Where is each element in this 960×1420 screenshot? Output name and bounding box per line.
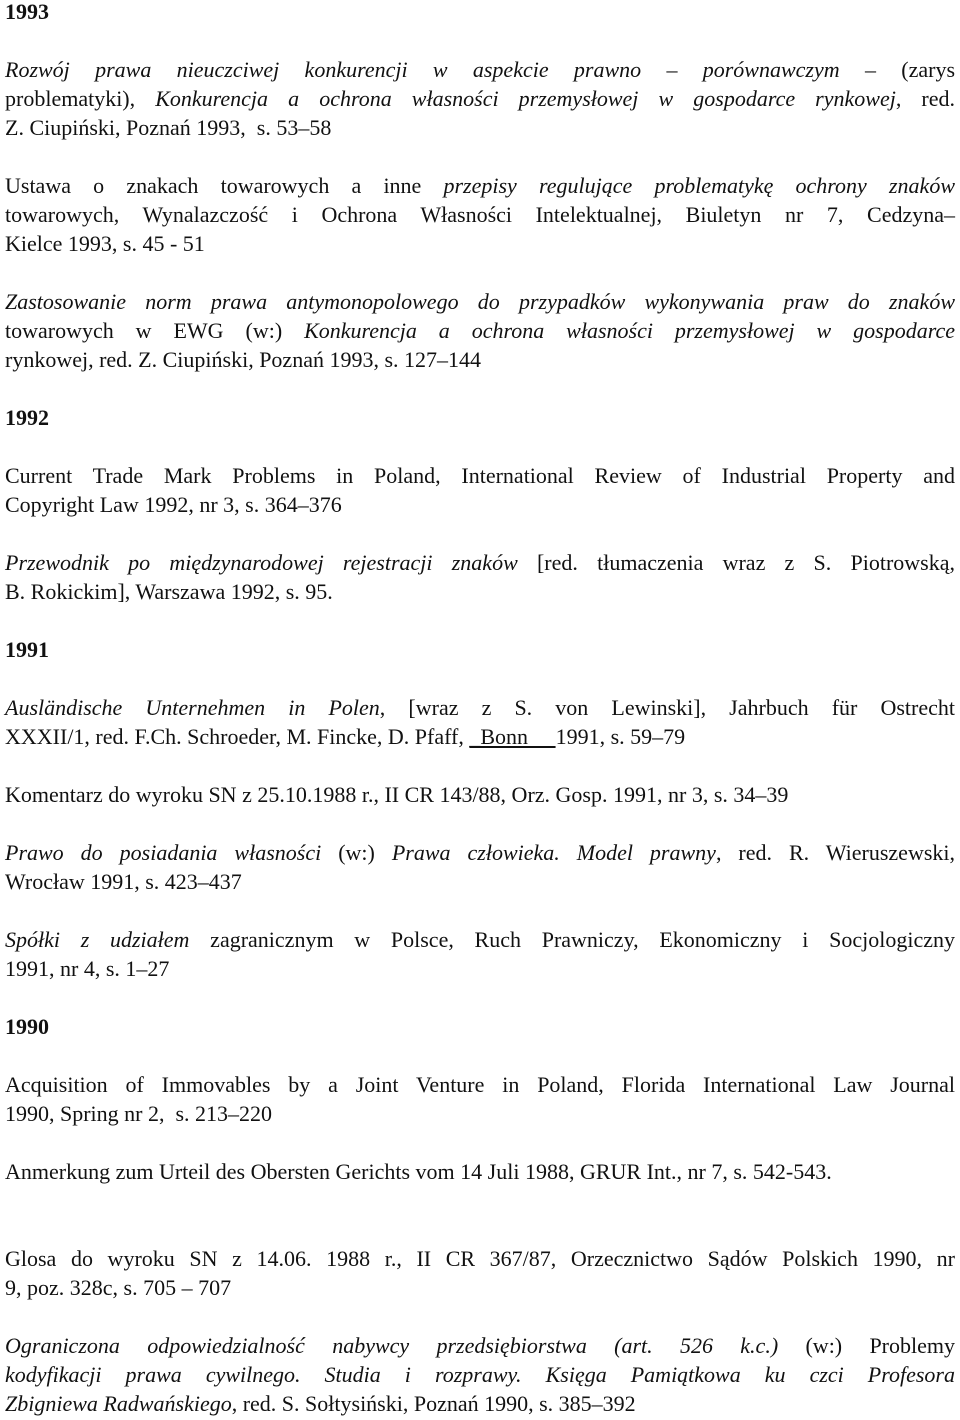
text-run: , red.	[895, 86, 955, 111]
year-heading-1993: 1993	[5, 0, 49, 24]
italic-title: Spółki z udziałem	[5, 927, 190, 952]
entry-line	[5, 287, 955, 316]
text-run: 1990, Spring nr 2, s. 213–220	[5, 1101, 273, 1126]
entry-line	[5, 1244, 955, 1273]
italic-title: Ograniczona odpowiedzialność nabywcy przedsiębiorstwa (art. 526 k.c.)	[5, 1333, 779, 1358]
text-run: 1991, s. 59–79	[555, 724, 686, 749]
italic-title: przepisy regulujące problematykę ochrony znaków	[443, 173, 955, 198]
entry-line	[5, 1099, 272, 1128]
entry-line	[5, 693, 955, 722]
text-run: B. Rokickim], Warszawa 1992, s. 95.	[5, 579, 333, 604]
entry-line	[5, 954, 169, 983]
entry-line	[5, 490, 342, 519]
entry-line	[5, 55, 955, 84]
text-run: rynkowej, red. Z. Ciupiński, Poznań 1993, s. 127–144	[5, 347, 482, 372]
text-run: 1991, nr 4, s. 1–27	[5, 956, 170, 981]
text-run: towarowych, Wynalazczość i Ochrona Własności Intelektualnej, Biuletyn nr 7, Cedzyna–	[5, 202, 955, 227]
year-heading-1990: 1990	[5, 1014, 49, 1039]
entry-line	[5, 1389, 636, 1418]
entry-line	[5, 1273, 231, 1302]
text-run: Copyright Law 1992, nr 3, s. 364–376	[5, 492, 342, 517]
entry-line	[5, 780, 788, 809]
year-heading-1991: 1991	[5, 637, 49, 662]
italic-title: Prawa człowieka. Model prawny	[391, 840, 716, 865]
text-run: Komentarz do wyroku SN z 25.10.1988 r., II CR 143/88, Orz. Gosp. 1991, nr 3, s. 34–39	[5, 782, 789, 807]
text-run: , [wraz z S. von Lewinski], Jahrbuch für Ostrecht	[379, 695, 955, 720]
entry-line	[5, 84, 955, 113]
entry-line	[5, 838, 955, 867]
underlined-place: _Bonn	[469, 724, 556, 749]
text-run: , red. S. Sołtysiński, Poznań 1990, s. 385–392	[231, 1391, 636, 1416]
italic-title: Przewodnik po międzynarodowej rejestracji znaków	[5, 550, 518, 575]
entry-line	[5, 113, 331, 142]
italic-title: Konkurencja a ochrona własności przemysłowej w gospodarce rynkowej	[155, 86, 896, 111]
text-run: XXXII/1, red. F.Ch. Schroeder, M. Fincke, D. Pfaff,	[5, 724, 470, 749]
text-run: problematyki),	[5, 86, 156, 111]
entry-line	[5, 1157, 832, 1186]
text-run: Wrocław 1991, s. 423–437	[5, 869, 242, 894]
entry-line	[5, 577, 333, 606]
entry-line	[5, 925, 955, 954]
text-run: (w:) Problemy	[778, 1333, 955, 1358]
text-run: [red. tłumaczenia wraz z S. Piotrowską,	[517, 550, 955, 575]
entry-line	[5, 1331, 955, 1360]
italic-title: Zbigniewa Radwańskiego	[5, 1391, 232, 1416]
entry-line	[5, 345, 481, 374]
year-heading-1992: 1992	[5, 405, 49, 430]
entry-line	[5, 548, 955, 577]
entry-line	[5, 1070, 955, 1099]
text-run: Kielce 1993, s. 45 - 51	[5, 231, 205, 256]
italic-title: kodyfikacji prawa cywilnego. Studia i rozprawy. Księga Pamiątkowa ku czci Profesora	[5, 1362, 955, 1387]
text-run: towarowych w EWG (w:)	[5, 318, 305, 343]
entry-line	[5, 200, 955, 229]
entry-line	[5, 461, 955, 490]
text-run: Anmerkung zum Urteil des Obersten Gerichts vom 14 Juli 1988, GRUR Int., nr 7, s. 542-543.	[5, 1159, 832, 1184]
italic-title: Rozwój prawa nieuczciwej konkurencji w aspekcie prawno – porównawczym –	[5, 57, 876, 82]
text-run: Acquisition of Immovables by a Joint Venture in Poland, Florida International Law Journal	[5, 1072, 955, 1097]
text-run: (zarys	[875, 57, 955, 82]
italic-title: Konkurencja a ochrona własności przemysłowej w gospodarce	[304, 318, 955, 343]
italic-title: Prawo do posiadania własności	[5, 840, 322, 865]
text-run: (w:)	[321, 840, 392, 865]
entry-line	[5, 722, 685, 751]
entry-line	[5, 316, 955, 345]
text-run: Z. Ciupiński, Poznań 1993, s. 53–58	[5, 115, 332, 140]
italic-title: Ausländische Unternehmen in Polen	[5, 695, 380, 720]
text-run: Ustawa o znakach towarowych a inne	[5, 173, 444, 198]
entry-line	[5, 1360, 955, 1389]
entry-line	[5, 867, 242, 896]
italic-title: Zastosowanie norm prawa antymonopolowego do przypadków wykonywania praw do znaków	[5, 289, 955, 314]
entry-line	[5, 229, 205, 258]
text-run: Glosa do wyroku SN z 14.06. 1988 r., II CR 367/87, Orzecznictwo Sądów Polskich 1990, nr	[5, 1246, 955, 1271]
text-run: 9, poz. 328c, s. 705 – 707	[5, 1275, 232, 1300]
text-run: , red. R. Wieruszewski,	[715, 840, 956, 865]
text-run: Current Trade Mark Problems in Poland, International Review of Industrial Property and	[5, 463, 955, 488]
text-run: zagranicznym w Polsce, Ruch Prawniczy, Ekonomiczny i Socjologiczny	[189, 927, 955, 952]
entry-line	[5, 171, 955, 200]
